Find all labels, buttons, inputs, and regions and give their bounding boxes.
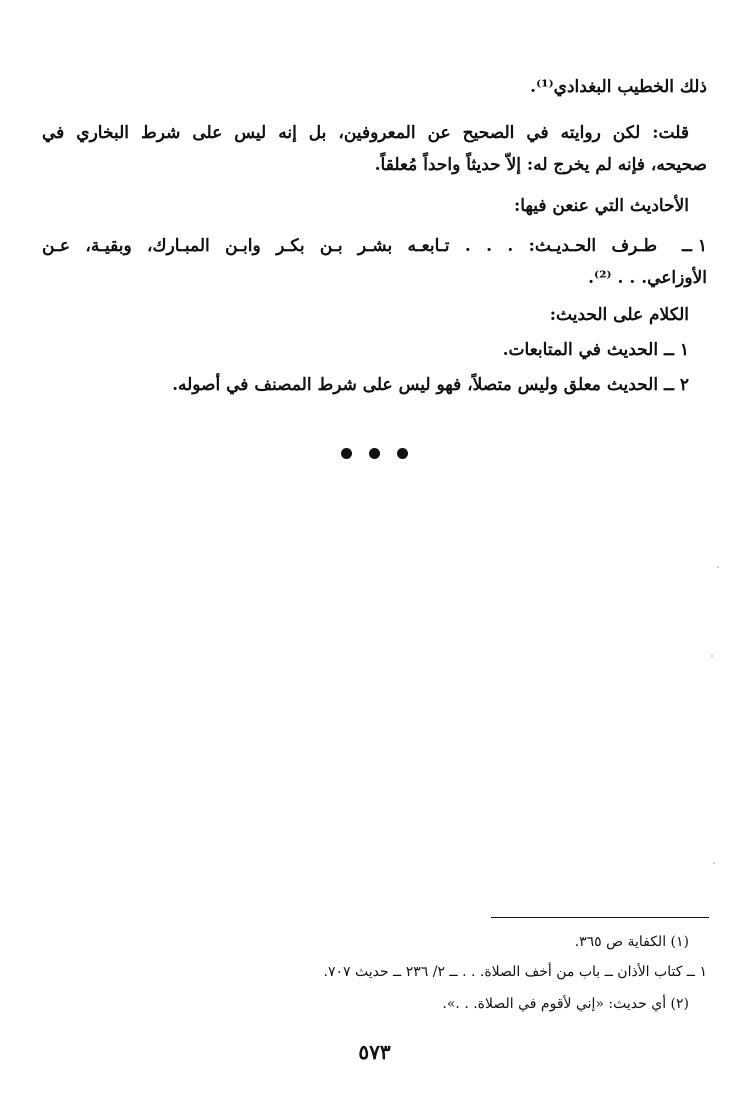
body-line-2: قلت: لكن روايته في الصحيح عن المعروفين، بل إنه ليس على شرط البخاري في bbox=[42, 123, 689, 143]
scan-speck bbox=[711, 655, 713, 657]
item-1-line-1: طـرف الحـديـث: . . . تـابعـه بشـر بـن بكـر وابـن المبـارك، وبقيـة، عـن bbox=[42, 236, 657, 256]
separator-dot bbox=[369, 448, 380, 459]
item-1-line-2: الأوزاعي. . . ⁽²⁾. bbox=[588, 268, 707, 288]
separator-dot bbox=[341, 448, 352, 459]
scan-speck bbox=[717, 566, 719, 568]
page-number: ٥٧٣ bbox=[358, 1040, 391, 1064]
footnote-rule bbox=[491, 917, 709, 918]
footnote-reference: ١ ــ كتاب الأذان ــ باب من أخف الصلاة. . . ــ ٢/ ٢٣٦ ــ حديث ٧٠٧. bbox=[323, 964, 707, 980]
point-1: ١ ــ الحديث في المتابعات. bbox=[502, 340, 689, 360]
item-number: ١ ــ bbox=[681, 236, 707, 256]
body-line-3: صحيحه، فإنه لم يخرج له: إلاّ حديثاً واحداً مُعلقاً. bbox=[374, 155, 707, 175]
section-separator bbox=[0, 444, 749, 463]
point-2: ٢ ــ الحديث معلق وليس متصلاً، فهو ليس على شرط المصنف في أصوله. bbox=[172, 375, 689, 395]
separator-dot bbox=[397, 448, 408, 459]
scan-speck bbox=[713, 862, 715, 864]
footnote-1: (١) الكفاية ص ٣٦٥. bbox=[574, 934, 689, 950]
section-heading-narrations: الأحاديث التي عنعن فيها: bbox=[513, 196, 689, 216]
footnote-2: (٢) أي حديث: «إني لأقوم في الصلاة. . .». bbox=[442, 996, 689, 1012]
body-line-1: ذلك الخطيب البغدادي⁽¹⁾. bbox=[530, 77, 707, 97]
section-heading-discussion: الكلام على الحديث: bbox=[549, 305, 689, 325]
